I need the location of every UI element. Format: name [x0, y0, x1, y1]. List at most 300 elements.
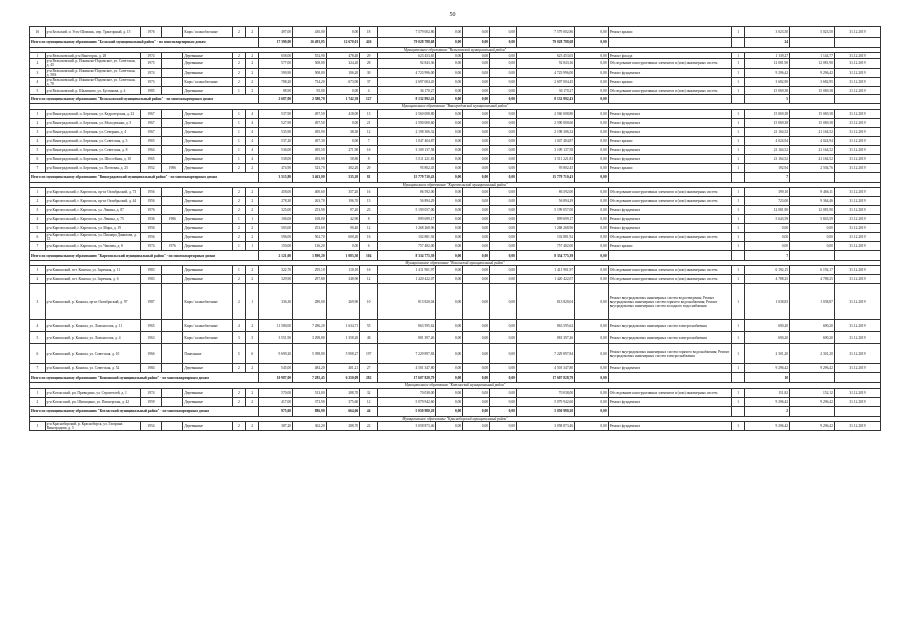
- table-cell: 673,90: [326, 78, 360, 87]
- table-cell: 3: [246, 332, 259, 344]
- table-cell: 1: [30, 266, 46, 275]
- table-cell: 1936: [140, 214, 161, 223]
- table-cell: 1976: [140, 205, 161, 214]
- subtotal-cell: 2 380,70: [293, 95, 327, 104]
- table-cell: 31.12.2019: [834, 344, 880, 364]
- table-cell: 4 723 996,00: [516, 68, 574, 77]
- table-cell: 1: [232, 118, 245, 127]
- table-cell: 1: [232, 266, 245, 275]
- table-cell: 3 058 873,46: [516, 421, 574, 430]
- table-cell: 545,00: [259, 364, 293, 373]
- table-cell: 375,60: [326, 397, 360, 406]
- table-cell: 4: [30, 214, 46, 223]
- table-cell: 4: [232, 320, 245, 332]
- table-cell: 0,00: [745, 232, 790, 241]
- table-cell: 90,40: [326, 223, 360, 232]
- table-cell: 0,00: [463, 214, 490, 223]
- table-cell: 0,00: [745, 223, 790, 232]
- table-cell: 1986: [162, 214, 183, 223]
- table-cell: 2: [246, 163, 259, 172]
- table-cell: 15 069,38: [745, 118, 790, 127]
- table-cell: 1954: [140, 421, 161, 430]
- table-cell: 16: [360, 145, 378, 154]
- table-cell: 757 482,00: [378, 242, 436, 251]
- table-cell: 31.12.2019: [834, 320, 880, 332]
- table-cell: 31.12.2019: [834, 78, 880, 87]
- address-cell: р-н Коношский, р. Коноша, пр-кт Октябрьский, д. 97: [45, 284, 140, 320]
- subtotal-cell: 2: [745, 406, 790, 416]
- subtotal-label: Итого по муниципальному образованию "Бельский муниципальный район" - по многоквартирным домам: [30, 38, 259, 48]
- table-cell: 15 069,38: [745, 109, 790, 118]
- subtotal-cell: [834, 172, 880, 182]
- table-cell: 31.12.2019: [834, 421, 880, 430]
- table-cell: 21 164,52: [745, 154, 790, 163]
- subtotal-cell: 104: [360, 251, 378, 261]
- work-type-cell: Ремонт крыши: [608, 27, 731, 38]
- table-cell: Деревянные: [183, 163, 232, 172]
- subtotal-cell: 5: [745, 95, 790, 104]
- table-cell: 881 397,26: [378, 332, 436, 344]
- subtotal-cell: [608, 373, 731, 383]
- table-cell: 1: [731, 364, 744, 373]
- table-cell: 513,00: [293, 388, 327, 397]
- table-cell: 36 170,27: [378, 87, 436, 95]
- table-cell: 1: [731, 344, 744, 364]
- table-row: [30, 214, 881, 223]
- table-row: [30, 109, 881, 118]
- table-cell: 2: [246, 421, 259, 430]
- subtotal-cell: 0,00: [490, 406, 517, 416]
- table-cell: 3 058 873,46: [378, 421, 436, 430]
- table-row: [30, 136, 881, 145]
- table-cell: 387,20: [259, 421, 293, 430]
- subtotal-cell: 8 334 775,39: [378, 251, 436, 261]
- table-cell: [162, 196, 183, 205]
- table-cell: 0,00: [326, 27, 360, 38]
- table-cell: 2: [30, 275, 46, 284]
- subtotal-cell: 282: [360, 373, 378, 383]
- table-cell: 0,00: [436, 118, 463, 127]
- table-cell: 9 296,42: [745, 421, 790, 430]
- table-cell: 4 501 347,80: [378, 364, 436, 373]
- table-cell: 253,60: [293, 223, 327, 232]
- table-cell: 92 843,36: [516, 59, 574, 68]
- table-cell: 2: [30, 196, 46, 205]
- table-cell: 2: [246, 388, 259, 397]
- subtotal-cell: [608, 38, 731, 48]
- subtotal-label: Итого по муниципальному образованию "Виноградовский муниципальный район" - по многоквартирным домам: [30, 172, 259, 182]
- table-cell: 192,94: [745, 163, 790, 172]
- table-cell: 508,00: [293, 68, 327, 77]
- table-cell: 0,00: [575, 145, 609, 154]
- work-type-cell: Ремонт фундамента: [608, 118, 731, 127]
- table-cell: 2: [232, 364, 245, 373]
- table-cell: 324,20: [326, 59, 360, 68]
- section-title: Муниципальное образование "Красноборский муниципальный район": [30, 416, 881, 421]
- subtotal-cell: [834, 373, 880, 383]
- table-cell: 0,00: [326, 136, 360, 145]
- table-cell: 4 501 347,80: [516, 364, 574, 373]
- table-cell: Деревянные: [183, 68, 232, 77]
- table-cell: 5 199 057,00: [516, 205, 574, 214]
- table-cell: 495,90: [293, 127, 327, 136]
- table-cell: 1: [731, 275, 744, 284]
- table-cell: 430,00: [293, 27, 327, 38]
- table-cell: 1: [731, 154, 744, 163]
- table-cell: 1974: [140, 53, 161, 59]
- table-cell: 0,00: [490, 320, 517, 332]
- subtotal-cell: 3 463,00: [293, 172, 327, 182]
- table-cell: 31.12.2019: [834, 154, 880, 163]
- table-cell: 2 504,76: [790, 163, 835, 172]
- table-cell: 31.12.2019: [834, 223, 880, 232]
- table-cell: 1: [731, 388, 744, 397]
- table-cell: [162, 332, 183, 344]
- address-cell: р-н Вельсковский, р. Шалимово, ул. Бусенкова, д. 4: [45, 87, 140, 95]
- table-cell: 0,00: [490, 344, 517, 364]
- table-cell: 31.12.2019: [834, 242, 880, 251]
- table-cell: 56 894,29: [516, 196, 574, 205]
- subtotal-row: [30, 251, 881, 261]
- table-cell: 1: [731, 53, 744, 59]
- table-cell: 1: [232, 127, 245, 136]
- table-cell: 0,00: [575, 118, 609, 127]
- table-cell: 0,00: [490, 187, 517, 196]
- table-cell: 577,00: [259, 59, 293, 68]
- address-cell: р-н Коношский, пгт. Коноша, ул. Заречная, д. 11: [45, 266, 140, 275]
- table-cell: 1: [731, 421, 744, 430]
- table-cell: 1: [731, 118, 744, 127]
- table-cell: 2: [246, 223, 259, 232]
- table-cell: 197: [360, 344, 378, 364]
- table-cell: 1976: [162, 242, 183, 251]
- subtotal-cell: 426: [360, 38, 378, 48]
- table-cell: 458,00: [259, 187, 293, 196]
- address-cell: р-н Вельсковский, р-н Ванегорск, д. 28: [45, 53, 140, 59]
- table-row: [30, 78, 881, 87]
- work-type-cell: Ремонт крыши: [608, 78, 731, 87]
- work-type-cell: Ремонт крыши: [608, 163, 731, 172]
- address-cell: р-н Коношский, р. Коноша, ул. Ломоносова, д. 11: [45, 320, 140, 332]
- table-cell: 2: [232, 397, 245, 406]
- table-cell: 4: [30, 136, 46, 145]
- table-row: [30, 68, 881, 77]
- table-cell: 0,00: [463, 187, 490, 196]
- table-cell: 1974: [140, 388, 161, 397]
- table-cell: 97,20: [326, 205, 360, 214]
- table-cell: 348,90: [326, 275, 360, 284]
- table-cell: 0,00: [436, 27, 463, 38]
- table-cell: 23: [360, 205, 378, 214]
- table-cell: Деревянные: [183, 223, 232, 232]
- table-cell: 600,20: [326, 232, 360, 241]
- work-type-cell: Обследование конструктивных элементов и (или) инженерных систем: [608, 388, 731, 397]
- table-cell: 31.12.2019: [834, 284, 880, 320]
- table-cell: 0,00: [463, 87, 490, 95]
- table-cell: 12 081,90: [790, 205, 835, 214]
- table-cell: 3: [30, 205, 46, 214]
- table-cell: [162, 344, 183, 364]
- table-cell: 92 843,36: [378, 59, 436, 68]
- table-cell: 13: [360, 196, 378, 205]
- subtotal-cell: [790, 95, 835, 104]
- subtotal-row: [30, 406, 881, 416]
- table-cell: 4 788,25: [790, 275, 835, 284]
- subtotal-cell: [790, 251, 835, 261]
- work-type-cell: Ремонт фундамента: [608, 205, 731, 214]
- table-cell: 1 634,71: [326, 320, 360, 332]
- table-cell: 1 047 404,87: [516, 136, 574, 145]
- table-row: [30, 118, 881, 127]
- subtotal-cell: [790, 38, 835, 48]
- table-cell: 0,00: [436, 332, 463, 344]
- table-cell: 0,00: [463, 136, 490, 145]
- address-cell: р-н Каргопольский, г. Каргополь, ул. Чапаева, д. 8: [45, 242, 140, 251]
- table-row: [30, 223, 881, 232]
- subtotal-cell: 17 607 828,79: [516, 373, 574, 383]
- table-cell: 0,00: [575, 163, 609, 172]
- subtotal-cell: 8 334 775,39: [516, 251, 574, 261]
- table-cell: 0,00: [436, 205, 463, 214]
- table-cell: 0,00: [436, 87, 463, 95]
- subtotal-cell: [608, 95, 731, 104]
- table-cell: 0,00: [436, 421, 463, 430]
- table-cell: 0,00: [745, 242, 790, 251]
- work-type-cell: Ремонт фундамента: [608, 145, 731, 154]
- table-cell: 2: [232, 196, 245, 205]
- table-cell: 863 595,62: [378, 320, 436, 332]
- table-cell: 0,00: [463, 27, 490, 38]
- subtotal-cell: 17 607 828,79: [378, 373, 436, 383]
- table-cell: 9 296,42: [745, 68, 790, 77]
- subtotal-cell: 1 742,39: [326, 95, 360, 104]
- table-cell: 1: [731, 196, 744, 205]
- table-cell: 31.12.2019: [834, 136, 880, 145]
- table-cell: 1987: [140, 284, 161, 320]
- table-cell: 813 820,04: [516, 284, 574, 320]
- table-cell: 1: [731, 27, 744, 38]
- address-cell: р-н Каргопольский, г. Каргополь, ул. Мира, д. 19: [45, 223, 140, 232]
- table-cell: 484,20: [293, 364, 327, 373]
- table-cell: 10: [360, 284, 378, 320]
- table-cell: 31.12.2019: [834, 59, 880, 68]
- table-cell: 0,00: [575, 136, 609, 145]
- table-cell: 1974: [140, 68, 161, 77]
- table-cell: 151,82: [745, 388, 790, 397]
- subtotal-cell: [834, 38, 880, 48]
- table-row: [30, 145, 881, 154]
- table-cell: 21 164,52: [745, 127, 790, 136]
- table-cell: 86 592,00: [516, 187, 574, 196]
- table-cell: 95 802,45: [378, 163, 436, 172]
- table-cell: [162, 187, 183, 196]
- table-cell: 502,70: [293, 232, 327, 241]
- table-cell: 21 164,52: [790, 145, 835, 154]
- table-cell: 4 024,94: [745, 136, 790, 145]
- table-cell: 537,20: [259, 136, 293, 145]
- table-cell: 5 079 942,60: [378, 397, 436, 406]
- table-cell: 7: [360, 136, 378, 145]
- table-cell: [162, 223, 183, 232]
- table-cell: 373,90: [293, 397, 327, 406]
- table-cell: 1974: [140, 242, 161, 251]
- table-cell: 6 192,17: [790, 266, 835, 275]
- table-cell: 31.12.2019: [834, 87, 880, 95]
- table-cell: 0,00: [575, 68, 609, 77]
- table-cell: 552,90: [293, 53, 327, 59]
- table-cell: [162, 68, 183, 77]
- table-cell: 0,00: [490, 284, 517, 320]
- table-cell: 478,40: [326, 53, 360, 59]
- table-cell: 0,00: [575, 205, 609, 214]
- table-cell: 1976: [140, 27, 161, 38]
- table-cell: [162, 320, 183, 332]
- table-cell: 1983: [140, 266, 161, 275]
- table-cell: 1: [731, 145, 744, 154]
- table-cell: 2: [246, 266, 259, 275]
- table-cell: 1: [232, 145, 245, 154]
- table-cell: 0,00: [490, 87, 517, 95]
- subtotal-cell: 0,00: [436, 38, 463, 48]
- table-cell: 0,00: [575, 223, 609, 232]
- table-cell: 12: [360, 275, 378, 284]
- table-cell: 2 590 000,60: [516, 118, 574, 127]
- table-cell: 13: [360, 109, 378, 118]
- table-cell: 0,00: [490, 242, 517, 251]
- subtotal-cell: 0,00: [575, 373, 609, 383]
- table-cell: 0,00: [463, 275, 490, 284]
- table-cell: 288,70: [326, 388, 360, 397]
- table-cell: 1: [731, 332, 744, 344]
- table-cell: 1 420 422,07: [378, 275, 436, 284]
- table-cell: 12: [360, 127, 378, 136]
- table-cell: 0,00: [326, 87, 360, 95]
- table-cell: 2 198 306,32: [516, 127, 574, 136]
- table-cell: 0,00: [436, 68, 463, 77]
- table-cell: 0,00: [490, 232, 517, 241]
- table-row: [30, 87, 881, 95]
- table-cell: 31.12.2019: [834, 388, 880, 397]
- table-cell: 269,90: [326, 284, 360, 320]
- table-cell: 2: [246, 275, 259, 284]
- table-cell: [162, 205, 183, 214]
- address-cell: р-н Вельсковский, р. Ильинско-Подомское, ул. Советская, д. 45: [45, 59, 140, 68]
- subtotal-cell: [608, 172, 731, 182]
- table-cell: 1956: [140, 196, 161, 205]
- table-cell: 1 038,83: [745, 284, 790, 320]
- table-cell: 0,00: [575, 59, 609, 68]
- table-cell: 2 560 008,80: [516, 109, 574, 118]
- table-cell: [162, 275, 183, 284]
- table-cell: 1: [731, 136, 744, 145]
- table-cell: 0,00: [436, 136, 463, 145]
- table-cell: 0,00: [490, 59, 517, 68]
- table-cell: Деревянные: [183, 59, 232, 68]
- table-cell: 1983: [140, 275, 161, 284]
- table-cell: 288,70: [326, 421, 360, 430]
- subtotal-cell: 0,00: [436, 172, 463, 182]
- section-title: Муниципальное образование "Виноградовский муниципальный район": [30, 104, 881, 109]
- subtotal-cell: [731, 95, 744, 104]
- table-cell: 1: [232, 136, 245, 145]
- work-type-cell: Ремонт внутридомовых инженерных систем электроснабжения: [608, 320, 731, 332]
- table-cell: 0,00: [463, 118, 490, 127]
- table-cell: 196,70: [326, 196, 360, 205]
- table-cell: 29: [360, 163, 378, 172]
- table-cell: 253,90: [293, 205, 327, 214]
- table-cell: 1967: [140, 109, 161, 118]
- table-cell: 1 411 901,97: [516, 266, 574, 275]
- subtotal-cell: 2 687,00: [259, 95, 293, 104]
- subtotal-cell: 0,00: [575, 406, 609, 416]
- table-cell: 0,00: [490, 145, 517, 154]
- work-type-cell: Обследование конструктивных элементов и (или) инженерных систем: [608, 187, 731, 196]
- subtotal-cell: 886,90: [293, 406, 327, 416]
- subtotal-cell: [790, 172, 835, 182]
- subtotal-cell: 10 987,00: [259, 373, 293, 383]
- table-cell: 28: [360, 59, 378, 68]
- table-cell: 1: [731, 127, 744, 136]
- table-cell: 2 697 004,45: [378, 78, 436, 87]
- table-cell: 0,00: [463, 320, 490, 332]
- table-cell: 0,00: [490, 196, 517, 205]
- table-cell: 0,00: [436, 364, 463, 373]
- table-row: [30, 27, 881, 38]
- table-cell: Деревянные: [183, 154, 232, 163]
- table-cell: Деревянные: [183, 364, 232, 373]
- table-cell: 0,00: [436, 59, 463, 68]
- table-cell: Деревянные: [183, 87, 232, 95]
- table-cell: 788,20: [259, 78, 293, 87]
- table-cell: 1 268 268,96: [516, 223, 574, 232]
- subtotal-cell: [834, 251, 880, 261]
- table-cell: 690,20: [790, 320, 835, 332]
- table-cell: 1 144,77: [790, 53, 835, 59]
- table-cell: 7 286,20: [293, 320, 327, 332]
- subtotal-cell: 6 250,09: [326, 373, 360, 383]
- table-cell: 1984: [140, 364, 161, 373]
- table-cell: 1: [731, 266, 744, 275]
- table-cell: 658,00: [259, 53, 293, 59]
- table-cell: 21 164,52: [790, 154, 835, 163]
- table-cell: 31.12.2019: [834, 332, 880, 344]
- table-cell: 1: [232, 109, 245, 118]
- table-cell: 2: [232, 59, 245, 68]
- table-cell: 297,80: [293, 275, 327, 284]
- table-cell: 2: [246, 364, 259, 373]
- table-cell: 4: [246, 145, 259, 154]
- table-cell: 280,00: [293, 284, 327, 320]
- table-cell: 0,00: [490, 205, 517, 214]
- table-cell: [162, 118, 183, 127]
- table-cell: 0,00: [575, 53, 609, 59]
- table-cell: 6: [360, 242, 378, 251]
- table-cell: 813 820,04: [378, 284, 436, 320]
- table-cell: 8: [360, 214, 378, 223]
- table-cell: Деревянные: [183, 187, 232, 196]
- subtotal-cell: 0,00: [463, 251, 490, 261]
- table-cell: 0,00: [463, 364, 490, 373]
- table-cell: 5 199 057,00: [378, 205, 436, 214]
- table-cell: 1: [30, 421, 46, 430]
- subtotal-cell: 3 515,80: [259, 172, 293, 182]
- section-title: Муниципальное образование "Каргопольский муниципальный район": [30, 182, 881, 187]
- subtotal-cell: 0,00: [463, 373, 490, 383]
- section-title: Муниципальное образование "Котласский муниципальный район": [30, 383, 881, 388]
- table-cell: 881 397,26: [516, 332, 574, 344]
- table-cell: 278,30: [259, 196, 293, 205]
- table-cell: 2: [30, 397, 46, 406]
